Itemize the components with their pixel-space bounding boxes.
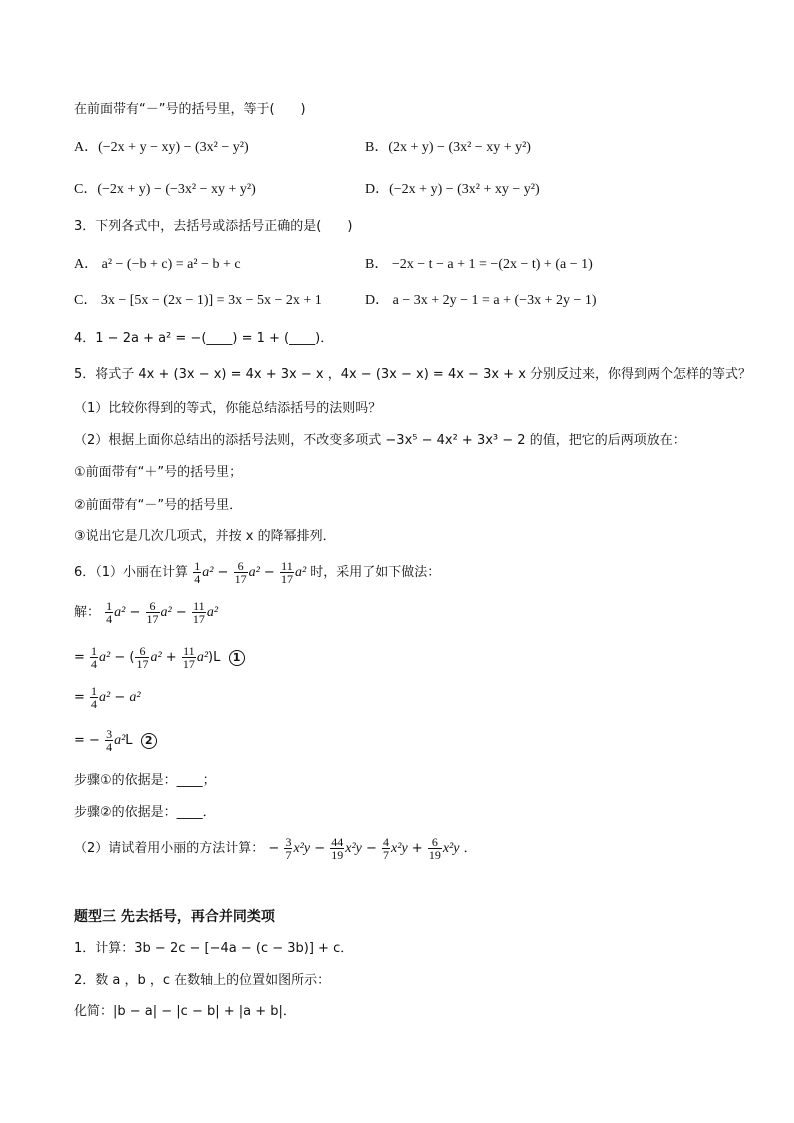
step-1-marker: 1	[229, 650, 245, 666]
section-3-q2-simplify: 化简：|b − a| − |c − b| + |a + b|．	[74, 1004, 296, 1019]
question-intro: 在前面带有“－”号的括号里，等于( )	[74, 102, 306, 117]
ellipsis-2: L	[125, 733, 133, 748]
question-5-item1: ①前面带有“＋”号的括号里；	[74, 465, 243, 480]
question-5-stem: 5．将式子 4x + (3x − x) = 4x + 3x − x ，4x − (3x − x) = 4x − 3x + x 分别反过来，你得到两个怎样的等式？	[74, 367, 752, 382]
option-3C: C． 3x − [5x − (2x − 1)] = 3x − 5x − 2x + 1	[74, 293, 322, 308]
option-3A: A． a² − (−b + c) = a² − b + c	[74, 257, 241, 272]
option-2A: A．(−2x + y − xy) − (3x² − y²)	[74, 140, 249, 155]
question-5-part1: （1）比较你得到的等式，你能总结添括号的法则吗？	[74, 401, 382, 416]
frac-1-4: $\frac{1}{4}$	[194, 559, 201, 586]
solution-line-2: = $\frac{1}{4}$ a² − ( $\frac{6}{17}$ a² + $\frac{11}{17}$ a²)L 1	[74, 645, 245, 670]
question-4: 4．1 − 2a + a² = −(____) = 1 + (____)．	[74, 331, 334, 346]
step-2-marker: 2	[141, 733, 157, 749]
frac-6-17: $\frac{6}{17}$	[234, 559, 247, 586]
ellipsis-1: L	[213, 650, 221, 665]
question-3-stem: 3．下列各式中，去括号或添括号正确的是( )	[74, 219, 353, 234]
solution-line-3: = $\frac{1}{4}$ a² − a²	[74, 684, 141, 711]
option-3B: B． −2x − t − a + 1 = −(2x − t) + (a − 1)	[365, 257, 593, 272]
question-6-part2: （2）请试着用小丽的方法计算： − $\frac{3}{7}$ x²y − $\frac{44}{19}$ x²y − $\frac{4}{7}$ x²y + $\frac{6}{19}$ x²y ．	[74, 835, 477, 862]
q6-part2-label: （2）请试着用小丽的方法计算：	[74, 841, 265, 856]
q6-stem-b: 时，采用了如下做法：	[310, 565, 441, 580]
option-2C: C．(−2x + y) − (−3x² − xy + y²)	[74, 182, 256, 197]
q6-stem-a: 6．（1）小丽在计算	[74, 565, 189, 580]
section-3-q2: 2．数 a ，b ，c 在数轴上的位置如图所示：	[74, 973, 331, 988]
section-3-q1: 1．计算：3b − 2c − [−4a − (c − 3b)] + c．	[74, 941, 354, 956]
question-5-item3: ③说出它是几次几项式，并按 x 的降幂排列．	[74, 529, 336, 544]
basis-step-2: 步骤②的依据是：____．	[74, 805, 216, 820]
frac-11-17: $\frac{11}{17}$	[280, 559, 293, 586]
question-5-part2: （2）根据上面你总结出的添括号法则，不改变多项式 −3x⁵ − 4x² + 3x³ − 2 的值，把它的后两项放在：	[74, 433, 686, 448]
solution-label: 解：	[74, 605, 101, 620]
section-3-heading: 题型三 先去括号，再合并同类项	[74, 909, 275, 925]
option-2D: D．(−2x + y) − (3x² + xy − y²)	[365, 182, 540, 197]
option-3D: D． a − 3x + 2y − 1 = a + (−3x + 2y − 1)	[365, 293, 597, 308]
solution-line-4: = − $\frac{3}{4}$ a²L 2	[74, 728, 157, 753]
option-2B: B．(2x + y) − (3x² − xy + y²)	[365, 140, 531, 155]
solution-line-1: 解： $\frac{1}{4}$ a² − $\frac{6}{17}$ a² − $\frac{11}{17}$ a²	[74, 599, 219, 626]
basis-step-1: 步骤①的依据是：____；	[74, 773, 216, 788]
question-5-item2: ②前面带有“－”号的括号里．	[74, 498, 243, 513]
question-6-stem: 6．（1）小丽在计算 $\frac{1}{4}$ a² − $\frac{6}{17}$ a² − $\frac{11}{17}$ a² 时，采用了如下做法：	[74, 559, 441, 586]
